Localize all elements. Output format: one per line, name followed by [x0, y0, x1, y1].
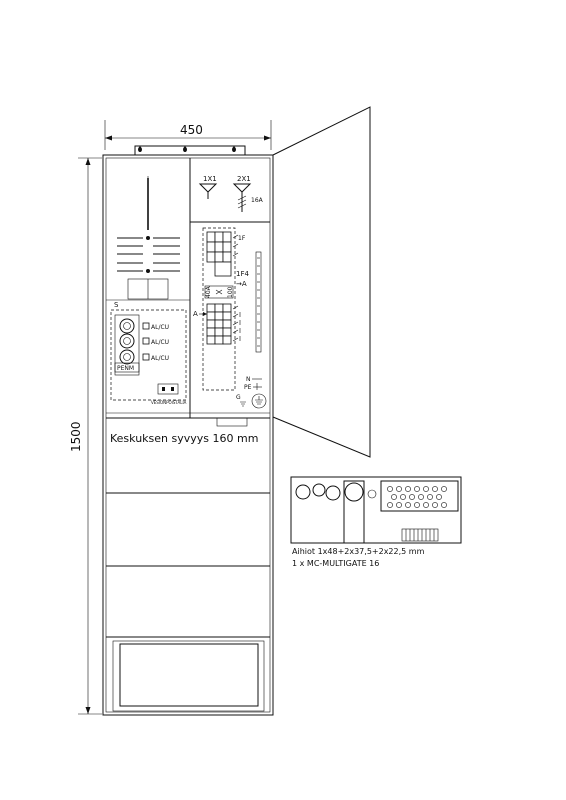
open-door — [273, 107, 370, 457]
n-pe-terminals — [236, 376, 266, 408]
arrow-a-label: →A — [236, 280, 247, 288]
fuse-section — [111, 301, 187, 405]
bar-40a-label: 40A — [205, 286, 212, 298]
rating-16a: 16A — [251, 197, 263, 204]
supply-switches — [200, 175, 264, 212]
height-label: 1500 — [69, 421, 83, 452]
alcu-label-3: AL/CU — [151, 355, 170, 362]
door-latch — [217, 418, 247, 426]
switch-1-label: 1X1 — [203, 175, 217, 183]
height-dimension — [69, 158, 102, 714]
breaker-1f-label: 1F — [238, 235, 246, 242]
switch-2-label: 2X1 — [237, 175, 251, 183]
gland-plate-line-1: Aihiot 1x48+2x37,5+2x22,5 mm — [292, 547, 425, 556]
gland-plate-line-2: 1 x MC-MULTIGATE 16 — [292, 559, 380, 568]
label-s: S — [114, 301, 119, 309]
gland-plate — [291, 477, 461, 543]
depth-label: Keskuksen syvyys 160 mm — [110, 432, 259, 445]
penm-label: PENM — [117, 365, 135, 372]
alcu-label-1: AL/CU — [151, 324, 170, 331]
breaker-1f4-label: 1F4 — [236, 270, 249, 278]
pe-label: PE — [244, 384, 252, 391]
small-terminal-label: VESIONPOISTALIA — [151, 400, 187, 405]
alcu-label-2: AL/CU — [151, 339, 170, 346]
main-switch — [117, 176, 180, 299]
upper-breakers — [207, 232, 249, 288]
width-label: 450 — [180, 123, 203, 137]
bar-100-label: 100 — [227, 286, 234, 298]
neutral-label: N — [246, 376, 251, 383]
label-a-left: A — [193, 310, 198, 318]
din-rail — [256, 252, 261, 352]
mounting-bracket — [135, 146, 245, 155]
bottom-window — [120, 644, 258, 706]
g-label: G — [236, 394, 241, 401]
